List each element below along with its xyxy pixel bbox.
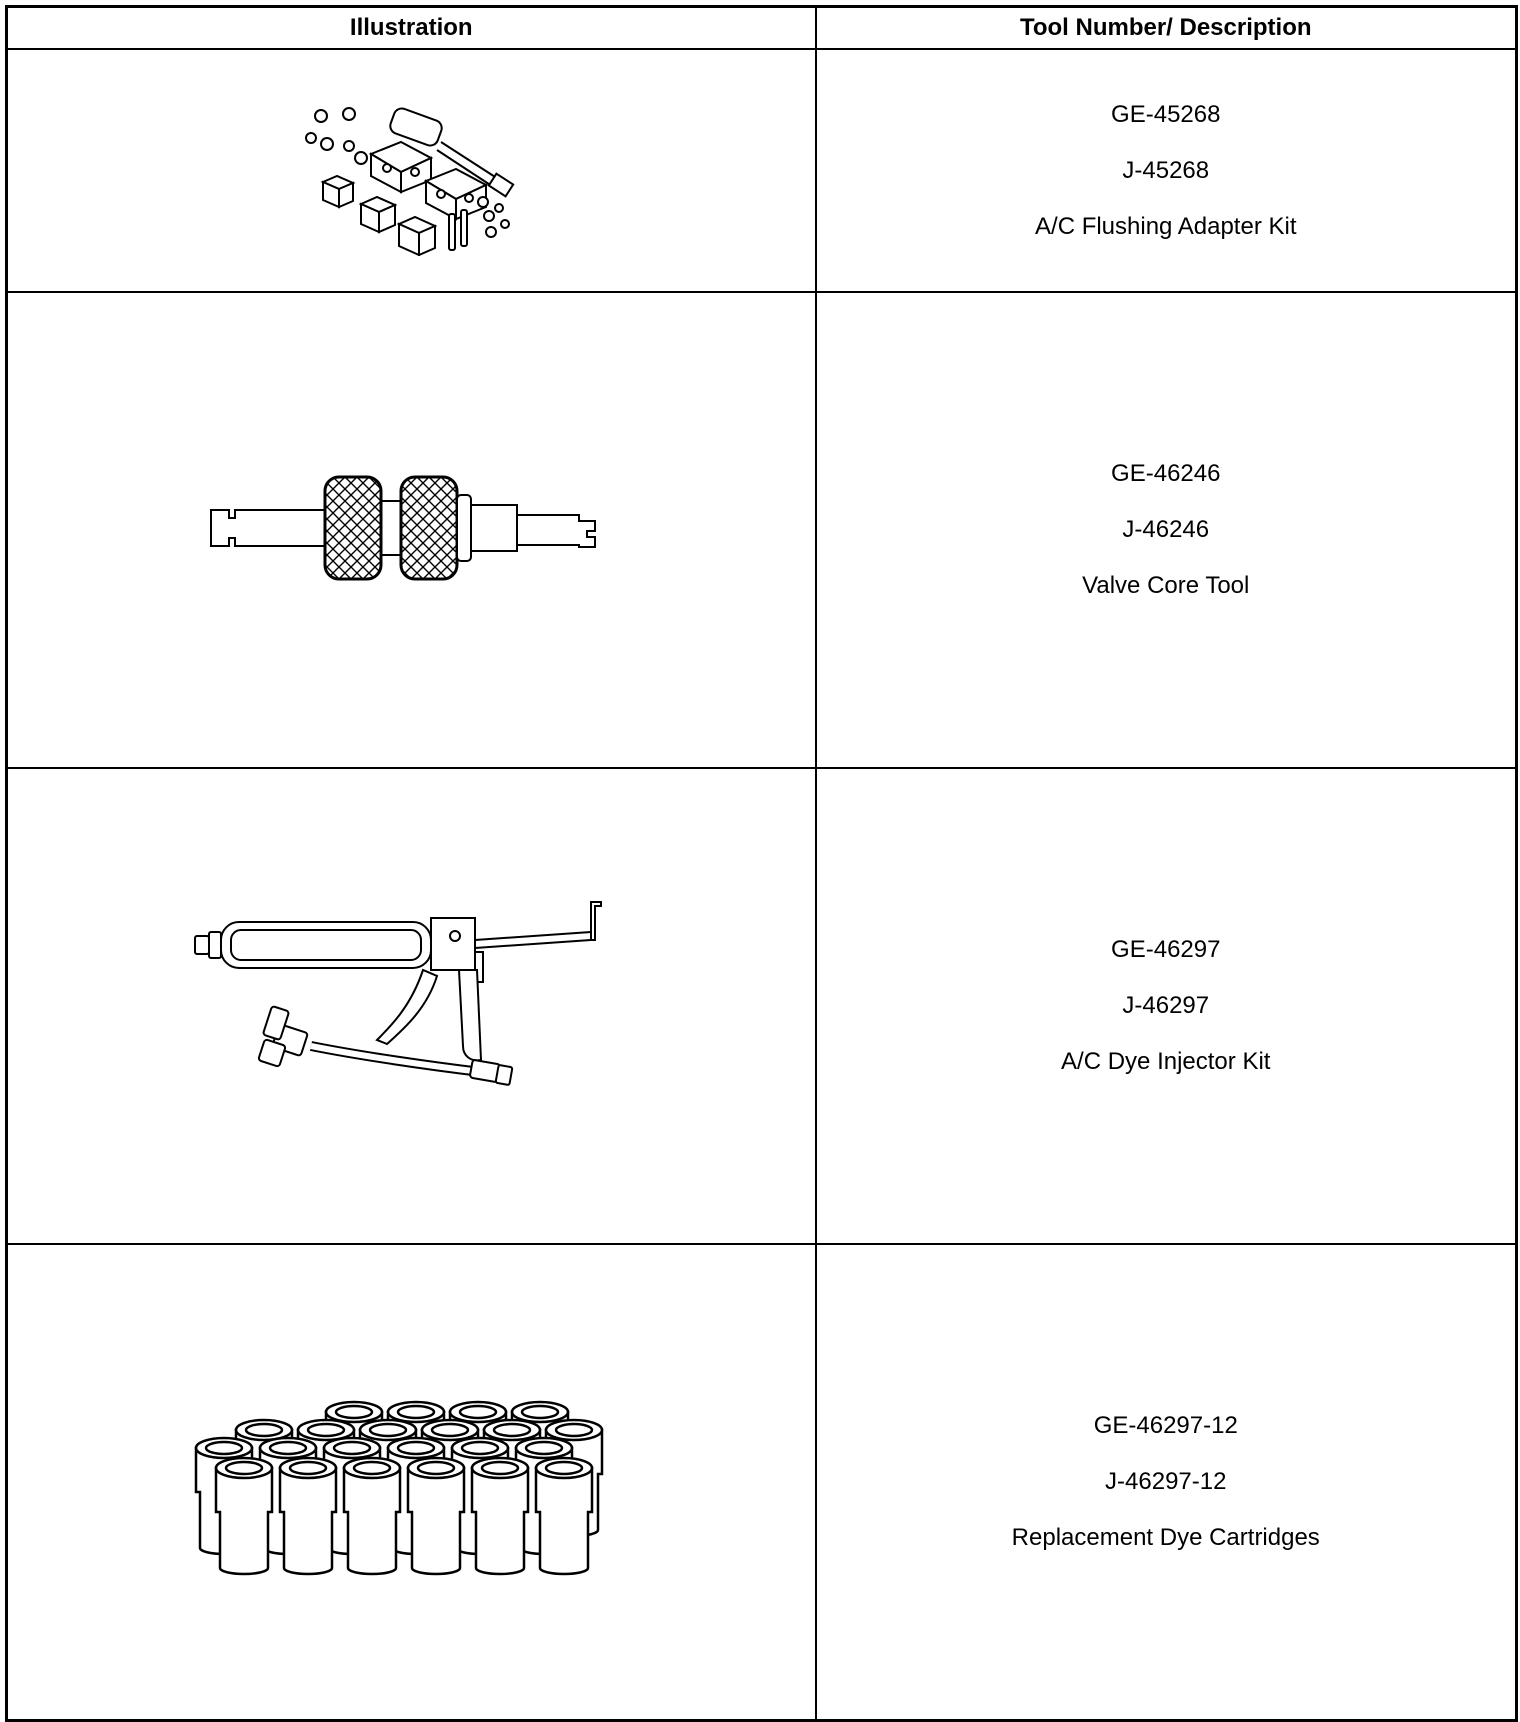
j-tool-number: J-45268 bbox=[1122, 156, 1210, 184]
dye-injector-kit-drawing bbox=[191, 896, 631, 1116]
valve-core-tool-description bbox=[816, 292, 1517, 768]
ge-tool-number: GE-45268 bbox=[1111, 100, 1221, 128]
j-tool-number: J-46297-12 bbox=[1105, 1467, 1227, 1495]
table-row bbox=[7, 1244, 1517, 1720]
valve-core-tool-drawing bbox=[201, 465, 621, 595]
tool-description: Replacement Dye Cartridges bbox=[1011, 1523, 1320, 1551]
valve-core-tool-illustration bbox=[7, 292, 816, 768]
dye-injector-kit-description bbox=[816, 768, 1517, 1244]
dye-cartridges-drawing bbox=[176, 1372, 646, 1592]
j-tool-number: J-46297 bbox=[1122, 992, 1210, 1019]
flushing-adapter-kit-description bbox=[816, 49, 1517, 292]
table-header-row bbox=[7, 7, 1517, 50]
dye-cartridges-illustration bbox=[7, 1244, 816, 1720]
dye-injector-kit-illustration bbox=[7, 768, 816, 1244]
flushing-adapter-kit-illustration bbox=[7, 49, 816, 292]
special-tools-table bbox=[5, 5, 1518, 1722]
ge-tool-number: GE-46297 bbox=[1111, 936, 1221, 963]
j-tool-number: J-46246 bbox=[1122, 516, 1210, 543]
dye-cartridges-description bbox=[816, 1244, 1517, 1720]
flushing-adapter-kit-drawing bbox=[291, 86, 531, 256]
table-row bbox=[7, 49, 1517, 292]
description-column-header: Tool Number/ Description bbox=[816, 7, 1517, 50]
ge-tool-number: GE-46246 bbox=[1111, 460, 1221, 487]
tool-description: A/C Dye Injector Kit bbox=[1061, 1048, 1271, 1075]
illustration-column-header: Illustration bbox=[7, 7, 816, 50]
ge-tool-number: GE-46297-12 bbox=[1093, 1411, 1238, 1439]
table-row bbox=[7, 768, 1517, 1244]
tool-description: A/C Flushing Adapter Kit bbox=[1035, 212, 1297, 240]
table-row bbox=[7, 292, 1517, 768]
tool-description: Valve Core Tool bbox=[1082, 572, 1250, 599]
